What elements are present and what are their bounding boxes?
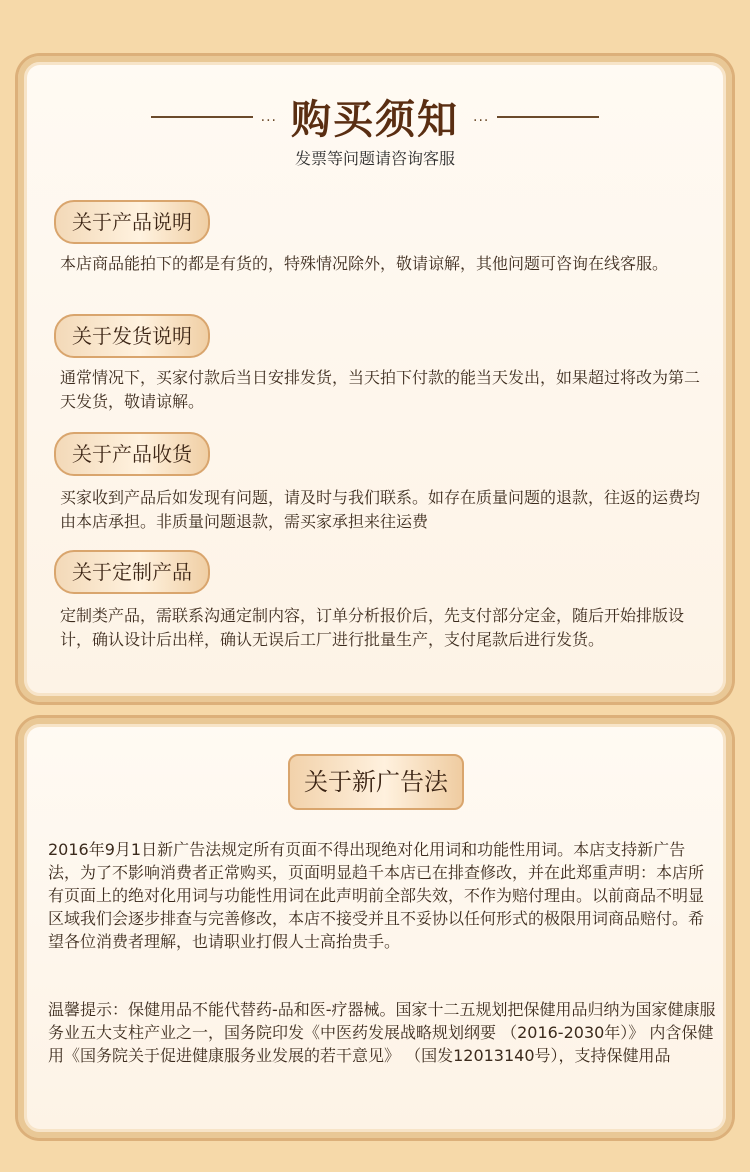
purchase-notice-card: [18, 56, 732, 702]
title-dots-right: ...: [473, 108, 490, 125]
ad-law-tip: 温馨提示：保健用品不能代替药-品和医-疗器械。国家十二五规划把保健用品归纳为国家健康服务业五大支柱产业之一，国务院印发《中医药发展战略规划纲要 （2016-2030年）》 内含保健用《国务院关于促进健康服务业发展的若干意见》 （国发12013140号），支持保健用品: [48, 1000, 716, 1065]
advertising-law-card: [18, 718, 732, 1138]
section-text-product-description: 本店商品能拍下的都是有货的，特殊情况除外，敬请谅解，其他问题可咨询在线客服。: [60, 254, 669, 273]
section-tag-custom-products: 关于定制产品: [54, 550, 210, 594]
title-row: [24, 88, 726, 145]
ad-law-statement: 2016年9月1日新广告法规定所有页面不得出现绝对化用词和功能性用词。本店支持新广告法，为了不影响消费者正常购买，页面明显趋千本店已在排查修改，并在此郑重声明：本店所有页面上的绝对化用词与功能性用词在此声明前全部失效，不作为赔付理由。以前商品不明显区域我们会逐步排查与完善修改，本店不接受并且不妥协以任何形式的极限用词商品赔付。希望各位消费者理解，也请职业打假人士高抬贵手。: [48, 840, 705, 951]
section-tag-receiving: 关于产品收货: [54, 432, 210, 476]
section-text-shipping: 通常情况下，买家付款后当日安排发货，当天拍下付款的能当天发出，如果超过将改为第二天发货，敬请谅解。: [60, 368, 701, 411]
section-text-receiving: 买家收到产品后如发现有问题，请及时与我们联系。如存在质量问题的退款，往返的运费均由本店承担。非质量问题退款，需买家承担来往运费: [60, 488, 701, 531]
section-text-custom-products: 定制类产品，需联系沟通定制内容，订单分析报价后，先支付部分定金，随后开始排版设计，确认设计后出样，确认无误后工厂进行批量生产，支付尾款后进行发货。: [60, 606, 685, 649]
ad-law-title: 关于新广告法: [288, 754, 464, 810]
section-tag-product-description: 关于产品说明: [54, 200, 210, 244]
title-dots-left: ...: [260, 108, 277, 125]
page-title: 购买须知: [291, 97, 459, 143]
section-tag-shipping: 关于发货说明: [54, 314, 210, 358]
title-divider-right: [497, 116, 599, 118]
title-divider-left: [151, 116, 253, 118]
page-subtitle: 发票等问题请咨询客服: [294, 149, 455, 168]
